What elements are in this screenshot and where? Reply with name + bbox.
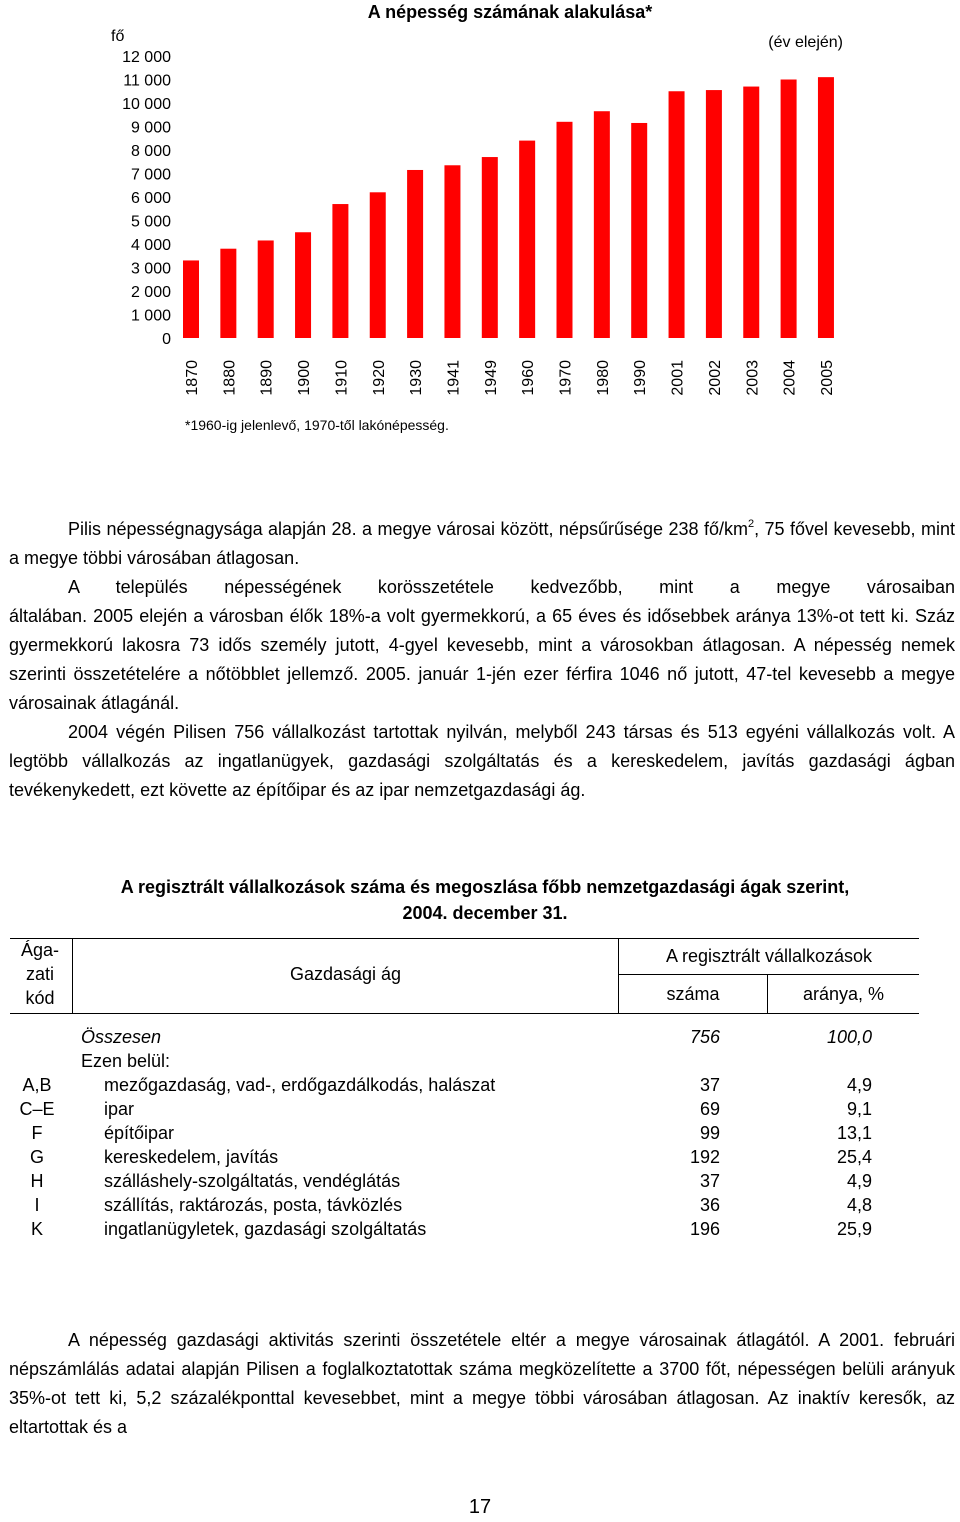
row-count: 37 [699, 1171, 720, 1191]
y-tick-label: 12 000 [122, 49, 171, 66]
bar-1990 [631, 123, 647, 338]
x-tick-label: 1990 [632, 360, 650, 396]
p1-superscript: 2 [747, 518, 755, 530]
x-tick-label: 1910 [333, 360, 351, 396]
chart-footnote: *1960-ig jelenlevő, 1970-től lakónépesség. [185, 417, 449, 433]
x-tick-label: 1949 [482, 360, 500, 396]
row-count: 37 [699, 1075, 720, 1095]
subtotal-label: Ezen belül: [81, 1051, 171, 1071]
bar-2002 [706, 90, 722, 338]
row-share: 9,1 [846, 1099, 872, 1119]
row-branch: mezőgazdaság, vad-, erdőgazdálkodás, halászat [104, 1075, 496, 1095]
chart-title: A népesség számának alakulása* [367, 2, 653, 22]
p1-text-a: Pilis népességnagysága alapján 28. a megye városai között, népsűrűsége 238 fő/km [68, 519, 748, 539]
row-branch: szálláshely-szolgáltatás, vendéglátás [104, 1171, 401, 1191]
header-code: Ága- zati kód [20, 940, 60, 1008]
x-tick-label: 1900 [296, 360, 314, 396]
y-tick-label: 11 000 [123, 72, 171, 90]
y-tick-label: 1 000 [130, 307, 171, 325]
row-code: K [30, 1219, 43, 1239]
row-branch: ingatlanügyletek, gazdasági szolgáltatás [104, 1219, 427, 1239]
y-tick-label: 2 000 [130, 284, 171, 301]
row-branch: szállítás, raktározás, posta, távközlés [104, 1195, 403, 1215]
row-code: H [30, 1171, 44, 1191]
x-tick-label: 1870 [184, 360, 201, 396]
p1-text-b: , 75 fővel kevesebb, mint a megye többi városában átlagosan. [9, 519, 955, 568]
x-tick-label: 2004 [781, 360, 799, 396]
row-count: 196 [689, 1219, 720, 1239]
header-share: aránya, % [802, 984, 885, 1004]
y-tick-label: 6 000 [130, 190, 171, 207]
bar-1870 [183, 260, 199, 338]
table-title: A regisztrált vállalkozások száma és megoszlása főbb nemzetgazdasági ágak szerint, 2004. december 31. [120, 877, 850, 923]
row-share: 4,9 [846, 1171, 872, 1191]
x-tick-label: 2005 [818, 360, 836, 396]
total-count: 756 [689, 1027, 720, 1047]
bar-2003 [743, 87, 759, 338]
x-tick-label: 1920 [370, 360, 388, 396]
bar-1900 [295, 232, 311, 338]
bar-1920 [370, 192, 386, 338]
x-tick-label: 1941 [445, 360, 463, 396]
row-count: 99 [699, 1123, 720, 1143]
row-code: F [31, 1123, 43, 1143]
row-share: 25,4 [836, 1147, 872, 1167]
bar-1960 [519, 141, 535, 338]
row-code: A,B [22, 1075, 52, 1095]
total-share: 100,0 [826, 1027, 872, 1047]
header-group: A regisztrált vállalkozások [665, 946, 873, 966]
x-tick-label: 1980 [594, 360, 612, 396]
header-branch: Gazdasági ág [289, 964, 402, 984]
y-tick-label: 7 000 [130, 166, 171, 184]
row-branch: kereskedelem, javítás [104, 1147, 279, 1167]
bar-1890 [258, 240, 274, 338]
x-tick-label: 1960 [520, 360, 538, 396]
row-share: 4,9 [846, 1075, 872, 1095]
row-share: 13,1 [836, 1123, 872, 1143]
bar-1970 [557, 122, 573, 338]
x-tick-label: 1930 [408, 360, 426, 396]
row-code: I [34, 1195, 40, 1215]
row-count: 192 [689, 1147, 720, 1167]
header-count: száma [666, 984, 720, 1004]
y-tick-label: 5 000 [130, 213, 171, 231]
p3-text: 2004 végén Pilisen 756 vállalkozást tartottak nyilván, melyből 243 társas és 513 egyéni vállalkozás volt. A legtöbb vállalkozás az ingatlanügyek, gazdasági szolgáltatás és a kereskedelem, javítás gazdasági ágban tevékenykedett, ezt követte az építőipar és az ipar nemzetgazdasági ág. [9, 722, 955, 800]
table-top-rule [10, 938, 919, 939]
p2-line1: A település népességének korösszetétele kedvezőbb, mint a megye városaiban [68, 577, 955, 597]
y-tick-label: 3 000 [130, 260, 171, 278]
row-count: 69 [699, 1099, 720, 1119]
row-code: C–E [19, 1099, 55, 1119]
x-tick-label: 2002 [706, 360, 724, 396]
x-tick-label: 2001 [669, 360, 687, 396]
bar-1910 [332, 204, 348, 338]
bar-2005 [818, 77, 834, 338]
paragraph-activity [9, 1326, 955, 1442]
x-tick-label: 1970 [557, 360, 575, 396]
x-tick-label: 1880 [221, 360, 239, 396]
bar-1980 [594, 111, 610, 338]
bar-1930 [407, 170, 423, 338]
p4-text: A népesség gazdasági aktivitás szerinti összetétele eltér a megye városainak átlagától. A 2001. februári népszámlálás adatai alapján Pilisen a foglalkoztatottak száma megközelítette a 3700 főt, népességen belüli arányuk 35%-ot tett ki, 5,2 százalékponttal kevesebbet, mint a megye többi városában átlagosan. Az inaktív keresők, az eltartottak és a [9, 1330, 955, 1437]
y-tick-label: 10 000 [122, 96, 171, 113]
bar-2004 [781, 80, 797, 339]
p2-rest: általában. 2005 elején a városban élők 18%-a volt gyermekkorú, a 65 éves és idősebbek aránya 13%-ot tett ki. Száz gyermekkorú lakosra 73 idős személy jutott, 4-gyel kevesebb, mint a városokban átlagosan. A népesség nemek szerinti összetételére a nőtöbblet jellemző. 2005. január 1-jén ezer férfira 1046 nő jutott, 47-tel kevesebb a megye városainak átlagánál. [9, 606, 955, 713]
row-code: G [29, 1147, 44, 1167]
row-branch: ipar [104, 1099, 135, 1119]
paragraph-population [9, 515, 955, 805]
bar-1949 [482, 157, 498, 338]
x-tick-label: 1890 [258, 360, 276, 396]
row-branch: építőipar [104, 1123, 175, 1143]
y-tick-label: 4 000 [130, 237, 171, 254]
page-number: 17 [468, 1496, 492, 1518]
table-group-rule [618, 974, 919, 975]
total-label: Összesen [81, 1027, 162, 1047]
bar-2001 [669, 91, 685, 338]
bar-1880 [220, 249, 236, 338]
y-tick-label: 8 000 [130, 143, 171, 160]
population-chart [0, 0, 960, 440]
y-tick-label: 0 [162, 331, 171, 348]
row-count: 36 [699, 1195, 720, 1215]
table-header-rule [10, 1013, 919, 1014]
row-share: 4,8 [846, 1195, 872, 1215]
bar-1941 [444, 165, 460, 338]
row-share: 25,9 [836, 1219, 872, 1239]
chart-note: (év elején) [768, 34, 843, 51]
y-tick-label: 9 000 [130, 119, 171, 137]
x-tick-label: 2003 [744, 360, 762, 396]
chart-unit-label: fő [111, 28, 125, 45]
